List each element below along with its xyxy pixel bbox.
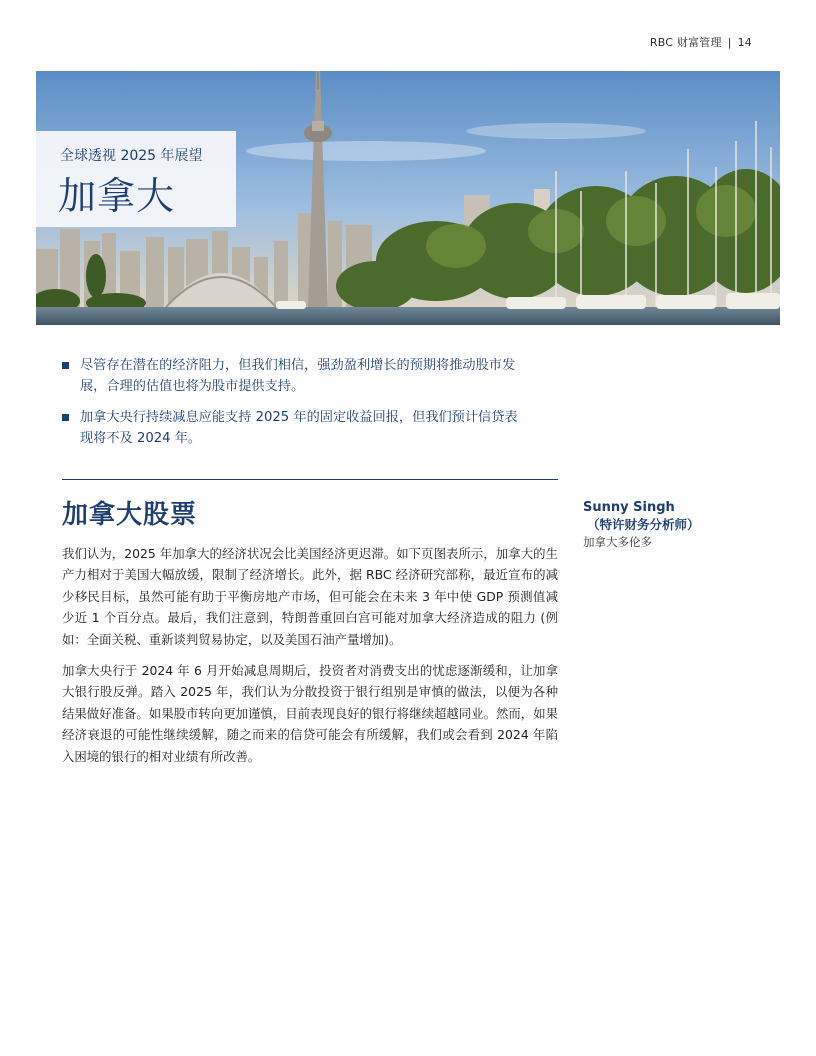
body-paragraph: 加拿大央行于 2024 年 6 月开始减息周期后，投资者对消费支出的忧虑逐渐缓和，让加拿大银行股反弹。踏入 2025 年，我们认为分散投资于银行组别是审慎的做法，以便为各种结果做好准备。如果股市转向更加谨慎，目前表现良好的银行将继续超越同业。然而，如果经济衰退的可能性继续缓解，随之而来的信贷可能会有所缓解，我们或会看到 2024 年陷入困境的银行的相对业绩有所改善。 xyxy=(62,663,558,764)
region-title: 加拿大 xyxy=(58,174,176,218)
page-header xyxy=(650,34,752,50)
section-divider xyxy=(62,479,558,480)
brand-name: RBC 财富管理 xyxy=(649,36,722,49)
report-kicker: 全球透视 2025 年展望 xyxy=(60,148,203,164)
hero-title-panel xyxy=(36,131,236,227)
section-title: 加拿大股票 xyxy=(62,500,198,530)
key-point xyxy=(62,407,522,449)
author-title: （特许财务分析师） xyxy=(587,517,700,532)
key-point-text: 加拿大央行持续减息应能支持 2025 年的固定收益回报，但我们预计信贷表现将不及 2024 年。 xyxy=(80,410,518,446)
section-body xyxy=(62,543,558,777)
author-location: 加拿大多伦多 xyxy=(583,535,652,549)
header-separator: | xyxy=(727,36,732,49)
author-block xyxy=(583,500,763,551)
bullet-square-icon xyxy=(62,414,69,421)
bullet-square-icon xyxy=(62,362,69,369)
body-paragraph: 我们认为，2025 年加拿大的经济状况会比美国经济更迟滞。如下页图表所示，加拿大的生产力相对于美国大幅放缓，限制了经济增长。此外，据 RBC 经济研究部称，最近宣布的减少移民目标，虽然可能有助于平衡房地产市场，但可能会在未来 3 年中使 GDP 预测值减少近 1 个百分点。最后，我们注意到，特朗普重回白宫可能对加拿大经济造成的阻力 (例如：全面关税、重新谈判贸易协定，以及美国石油产量增加)。 xyxy=(62,546,558,647)
author-name: Sunny Singh xyxy=(583,500,675,515)
page-number: 14 xyxy=(737,36,752,49)
key-point xyxy=(62,355,522,397)
key-point-text: 尽管存在潜在的经济阻力，但我们相信，强劲盈利增长的预期将推动股市发展，合理的估值也将为股市提供支持。 xyxy=(80,358,516,394)
key-points-list xyxy=(62,355,522,459)
